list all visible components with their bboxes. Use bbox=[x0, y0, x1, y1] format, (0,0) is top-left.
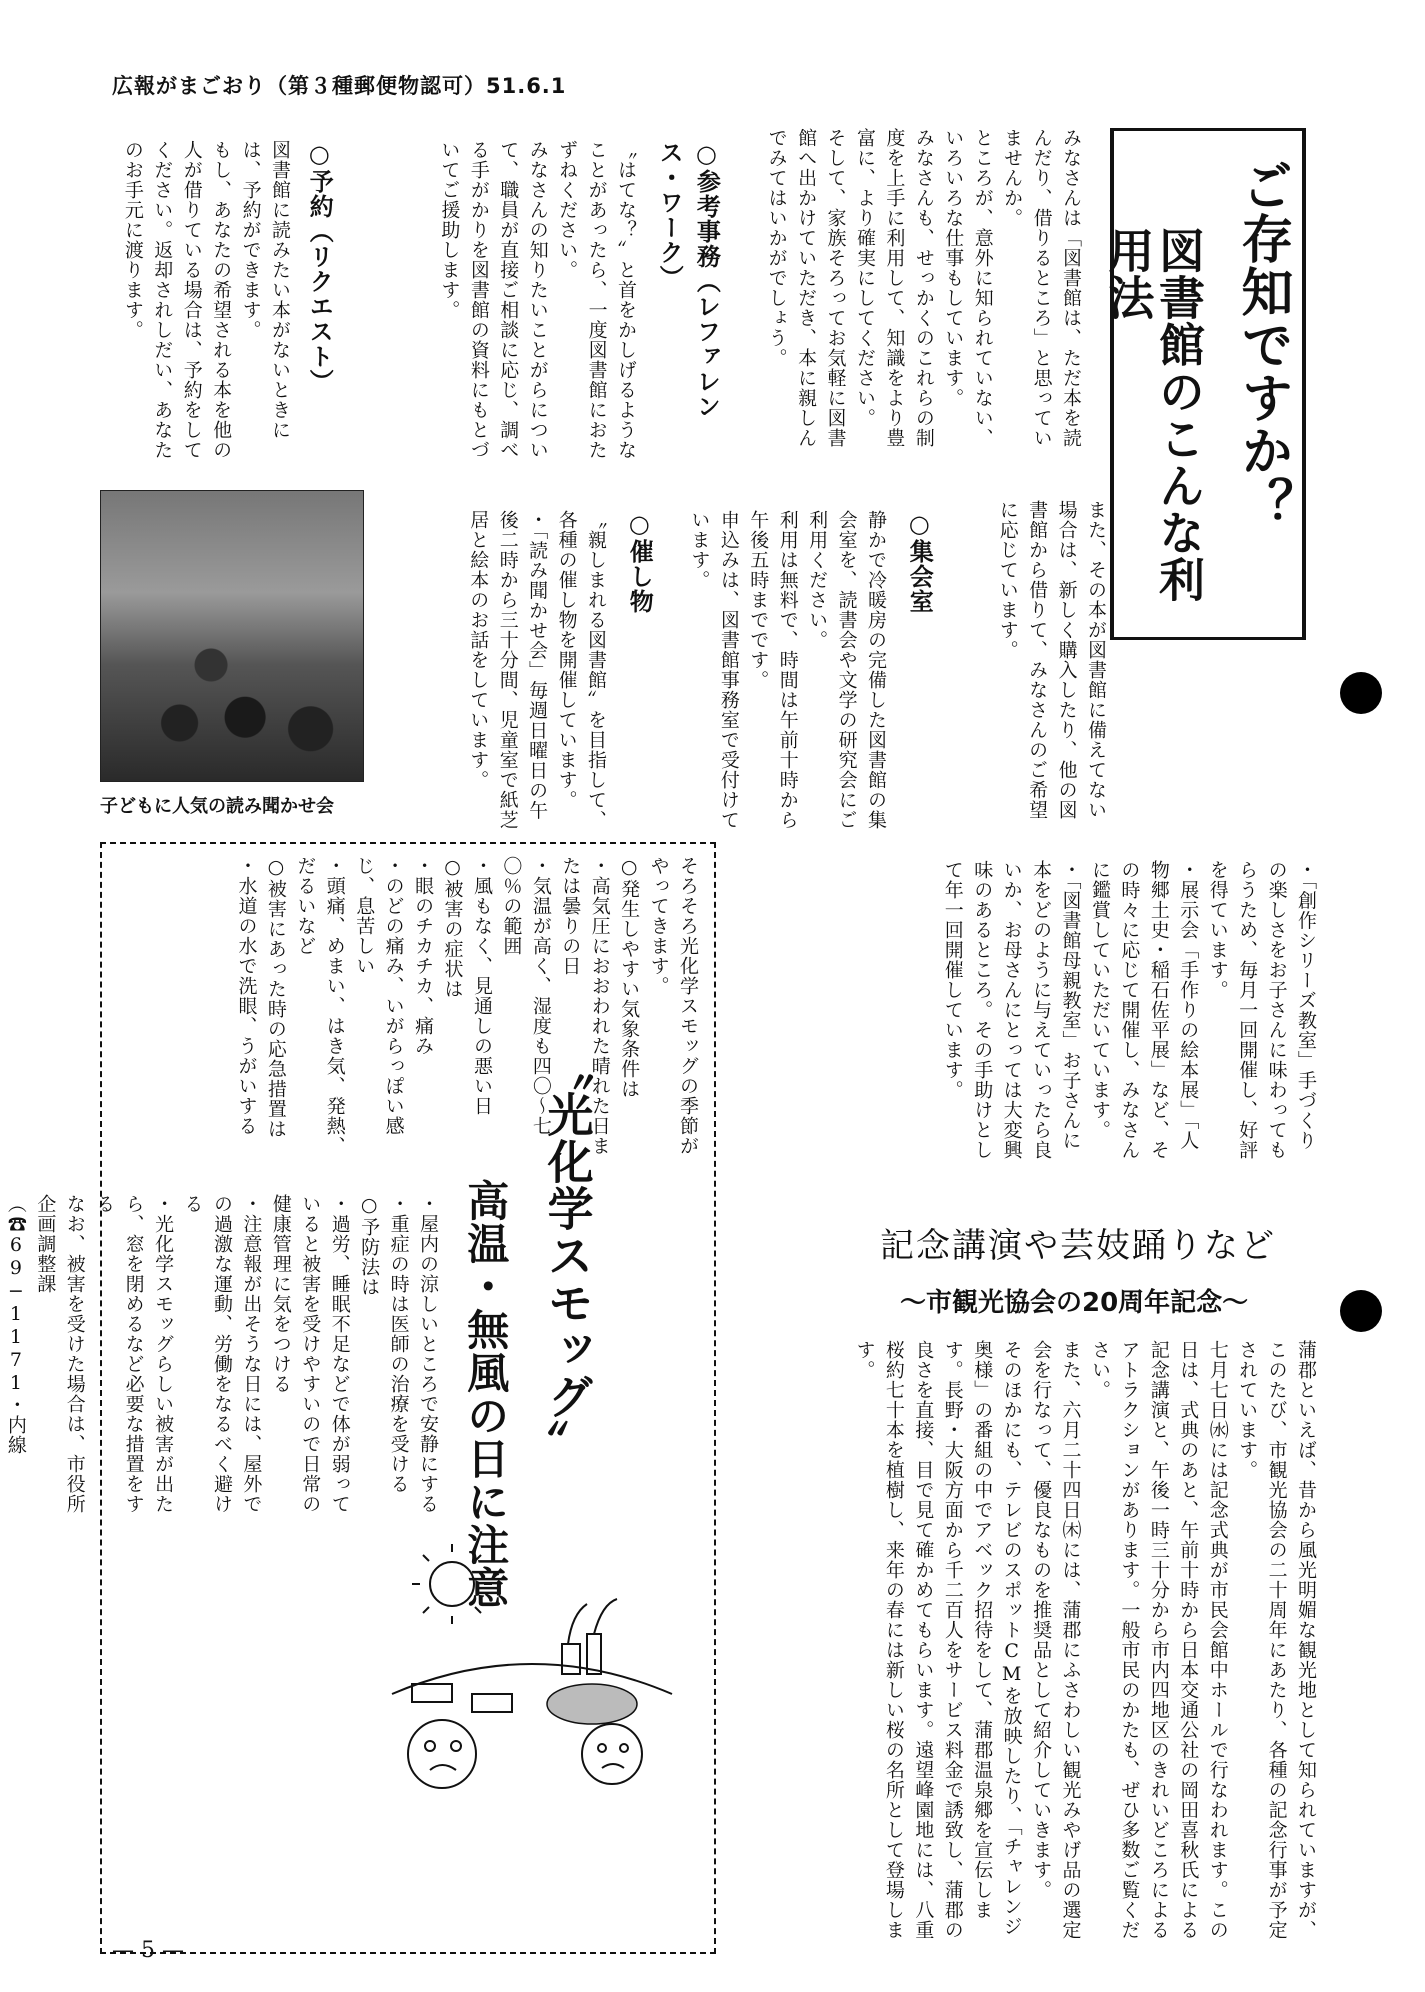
events-body-p3: ・「創作シリーズ教室」手づくりの楽しさをお子さんに味わってもらうため、毎月一回開催し、好評を得ています。 bbox=[1206, 860, 1317, 1160]
meeting-heading: ○集会室 bbox=[905, 510, 934, 614]
smog-line-9: ・頭痛、めまい、はき気、発熱、だるいなど bbox=[294, 856, 346, 1156]
reservation-body bbox=[104, 140, 294, 470]
photo-caption: 子どもに人気の読み聞かせ会 bbox=[100, 796, 334, 817]
sun-icon bbox=[430, 1562, 474, 1606]
reservation-continued bbox=[996, 500, 1110, 830]
meeting-body-p2: 利用は無料で、時間は午前十時から午後五時までです。 bbox=[747, 510, 799, 830]
smog-line-11: ・水道の水で洗眼、うがいする bbox=[235, 856, 258, 1136]
binder-hole-top bbox=[1340, 672, 1382, 714]
reference-body bbox=[360, 140, 640, 470]
library-intro-p3: みなさんも、せっかくのこれらの制度を上手に利用して、知識をより豊富に、より確実にしてください。 bbox=[853, 128, 935, 448]
events-body-continued bbox=[760, 860, 1320, 1160]
smog-body-top bbox=[112, 856, 702, 1156]
smog-illustration bbox=[372, 1544, 692, 1804]
smog-line-15: ・過労、睡眠不足などで体が弱っていると被害を受けやすいので日常の健康管理に気をつける bbox=[269, 1194, 351, 1514]
smog-line-8: ・のどの痛み、いがらっぽい感じ、息苦しい bbox=[353, 856, 405, 1136]
reservation-body-p1: 図書館に読みたい本がないときには、予約ができます。 bbox=[239, 140, 291, 440]
events-body-p4: ・展示会「手作りの絵本展」「人物郷土史・稲石佐平展」など、その時々に応じて開催し、みなさんに鑑賞していただいています。 bbox=[1088, 860, 1200, 1160]
meeting-body-p3: 申込みは、図書館事務室で受付けています。 bbox=[688, 510, 740, 830]
reservation-body-p2: もし、あなたの希望される本を他の人が借りている場合は、予約をしてください。返却されしだい、あなたのお手元に渡ります。 bbox=[121, 140, 233, 460]
library-intro-p4: そして、家族そろってお気軽に図書館へ出かけていただき、本に親しんでみてはいかがでしょう。 bbox=[765, 128, 847, 448]
events-body-p1: 〝親しまれる図書館〟を目指して、各種の催し物を開催しています。 bbox=[555, 510, 607, 830]
events-body-top bbox=[380, 510, 610, 840]
tourism-body-p1: 蒲郡といえば、昔から風光明媚な観光地として知られていますが、このたび、市観光協会の二十周年にあたり、各種の記念行事が予定されています。 bbox=[1236, 1340, 1317, 1940]
library-title-box bbox=[1101, 128, 1306, 640]
events-heading: ○催し物 bbox=[625, 510, 654, 614]
smog-line-1: そろそろ光化学スモッグの季節がやってきます。 bbox=[647, 856, 699, 1156]
smog-line-12: ・屋内の涼しいところで安静にする bbox=[417, 1194, 439, 1514]
smog-line-13: ・重症の時は医師の治療を受ける bbox=[387, 1194, 410, 1494]
reference-heading: ○参考事務（レファレンス・ワーク） bbox=[655, 140, 721, 419]
smog-line-10: ○被害にあった時の応急措置は bbox=[264, 856, 287, 1139]
tourism-body bbox=[740, 1340, 1320, 1940]
binder-hole-bottom bbox=[1340, 1290, 1382, 1332]
page-number: — 5 — bbox=[112, 1938, 184, 1963]
tourism-body-p3: また、六月二十四日㈭には、蒲郡にふさわしい観光みやげ品の選定会を行なって、優良なものを推奨品として紹介していきます。 bbox=[1030, 1340, 1082, 1940]
smog-line-14: ○予防法は bbox=[358, 1194, 381, 1297]
meeting-body-p1: 静かで冷暖房の完備した図書館の集会室を、読書会や文学の研究会にご利用ください。 bbox=[806, 510, 887, 830]
smog-subtitle: 高温・無風の日に注意 bbox=[461, 1179, 511, 1609]
smog-box bbox=[4, 842, 716, 1954]
smog-line-3: ・高気圧におおわれた晴れた日または曇りの日 bbox=[559, 856, 611, 1156]
smog-title: 〝光化学スモッグ〟 bbox=[540, 1044, 595, 1467]
smog-line-6: ○被害の症状は bbox=[441, 856, 464, 999]
library-intro bbox=[765, 128, 1085, 458]
smog-line-4: ・気温が高く、湿度も四〇〜七〇％の範囲 bbox=[500, 856, 552, 1136]
events-body-p5: ・「図書館母親教室」お子さんに本をどのように与えていったら良いか、お母さんにとっては大変興味のあるところ。その手助けとして年一回開催しています。 bbox=[941, 860, 1082, 1160]
storytime-photo bbox=[100, 490, 364, 782]
masthead: 広報がまごおり（第３種郵便物認可）51.6.1 bbox=[112, 74, 567, 98]
library-title: ご存知ですか？ bbox=[1232, 159, 1292, 530]
tourism-body-p2: 七月七日㈬には記念式典が市民会館中ホールで行なわれます。この日は、式典のあと、午前十時から日本交通公社の岡田喜秋氏による記念講演と、午後一時三十分から市内四地区のきれいどころによるアトラクションがあります。一般市民のかたも、ぜひ多数ご覧ください。 bbox=[1088, 1340, 1229, 1940]
smog-line-17: ・光化学スモッグらしい被害が出たら、窓を閉めるなど必要な措置をする bbox=[93, 1194, 175, 1514]
events-body-p2: ・「読み聞かせ会」毎週日曜日の午後二時から三十分間、児童室で紙芝居と絵本のお話をしています。 bbox=[467, 510, 549, 830]
reservation-heading: ○予約（リクエスト） bbox=[305, 140, 334, 394]
smog-line-18: なお、被害を受けた場合は、市役所企画調整課（☎69−1171・内線 bbox=[4, 1194, 86, 1514]
smog-line-5: ・風もなく、見通しの悪い日 bbox=[470, 856, 493, 1116]
smog-line-2: ○発生しやすい気象条件は bbox=[618, 856, 641, 1099]
library-intro-p1: みなさんは「図書館は、ただ本を読んだり、借りるところ」と思っていませんか。 bbox=[1001, 128, 1082, 448]
reference-body-p1: 〝はてな？〟と首をかしげるようなことがあったら、一度図書館におたずねください。 bbox=[556, 140, 637, 460]
smog-body-bottom bbox=[4, 1194, 442, 1514]
library-subtitle: 図書館のこんな利用法 bbox=[1101, 227, 1206, 603]
tourism-subtitle: 〜市観光協会の20周年記念〜 bbox=[900, 1288, 1249, 1318]
tourism-title: 記念講演や芸妓踊りなど bbox=[880, 1226, 1276, 1266]
meeting-body bbox=[660, 510, 890, 840]
reservation-body-p3: また、その本が図書館に備えてない場合は、新しく購入したり、他の図書館から借りて、みなさんのご希望に応じています。 bbox=[996, 500, 1107, 820]
tourism-body-p4: そのほかにも、テレビのスポットCMを放映したり、「チャレンジ奥様」の番組の中でアベック招待をして、蒲郡温泉郷を宣伝します。長野・大阪方面から千二百人をサービス料金で誘致し、蒲郡の良さを直接、目で見て確かめてもらいます。遠望峰園地には、八重桜約七十本を植樹し、来年の春には新しい桜の名所として登場します。 bbox=[853, 1340, 1023, 1940]
library-intro-p2: ところが、意外に知られていない、いろいろな仕事もしています。 bbox=[942, 128, 994, 448]
smog-line-16: ・注意報が出そうな日には、屋外での過激な運動、労働をなるべく避ける bbox=[181, 1194, 263, 1514]
reference-body-p2: みなさんの知りたいことがらについて、職員が直接ご相談に応じ、調べる手がかりを図書館の資料にもとづいてご援助します。 bbox=[438, 140, 549, 460]
smog-line-7: ・眼のチカチカ、痛み bbox=[412, 856, 435, 1056]
